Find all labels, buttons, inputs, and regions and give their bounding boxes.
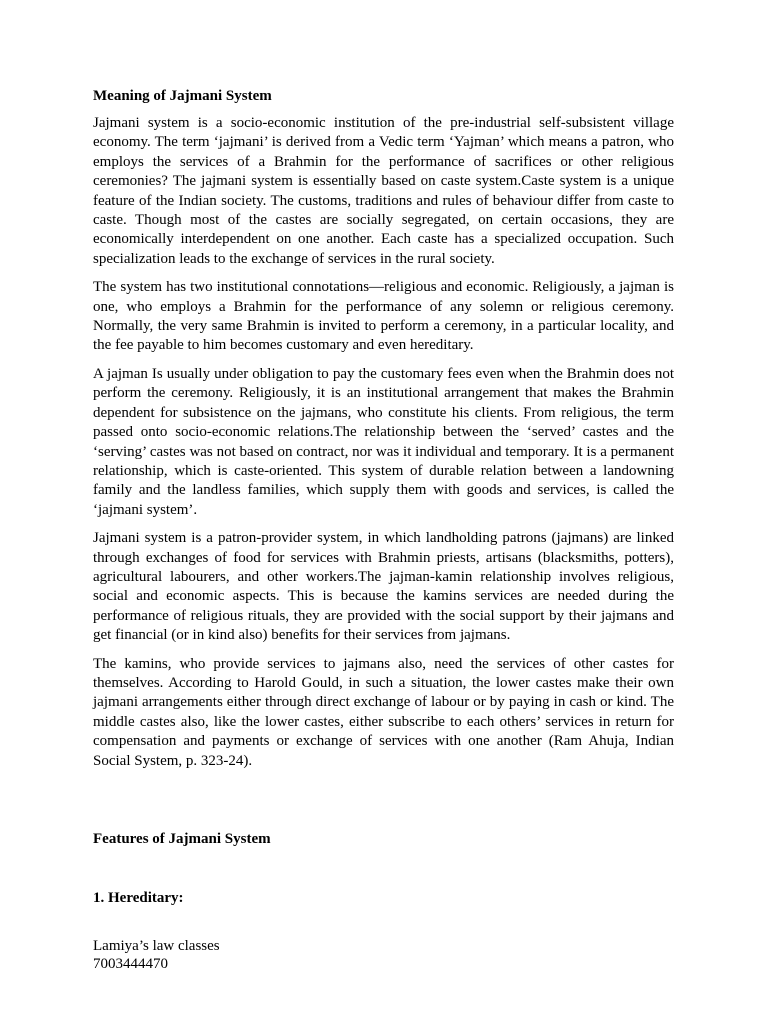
footer-phone: 7003444470 [93, 956, 168, 972]
footer-name: Lamiya’s law classes [93, 938, 220, 954]
body-paragraph: The kamins, who provide services to jajmans also, need the services of other castes for themselves. According to Harold Gould, in such a situation, the lower castes make their own jajmani arrangements either through direct exchange of labour or by paying in cash or kind. The middle castes also, like the lower castes, either subscribe to each others’ services in return for compensation and payments or exchange of services with one another (Ram Ahuja, Indian Social System, p. 323-24). [93, 655, 674, 769]
body-paragraph: Jajmani system is a patron-provider system, in which landholding patrons (jajmans) are linked through exchanges of food for services with Brahmin priests, artisans (blacksmiths, potters), agricultural labourers, and other workers.The jajman-kamin relationship involves religious, social and economic aspects. This is because the kamins services are needed during the performance of religious rituals, they are provided with the social support by their jajmans and get financial (or in kind also) benefits for their services from jajmans. [93, 530, 674, 644]
body-paragraph: Jajmani system is a socio-economic institution of the pre-industrial self-subsistent village economy. The term ‘jajmani’ is derived from a Vedic term ‘Yajman’ which means a patron, who employs the services of a Brahmin for the performance of sacrifices or other religious ceremonies? The jajmani system is essentially based on caste system.Caste system is a unique feature of the Indian society. The customs, traditions and rules of behaviour differ from caste to caste. Though most of the castes are socially segregated, on certain occasions, they are economically interdependent on one another. Each caste has a specialized occupation. Such specialization leads to the exchange of services in the rural society. [93, 115, 674, 267]
body-paragraph: A jajman Is usually under obligation to pay the customary fees even when the Brahmin does not perform the ceremony. Religiously, it is an institutional arrangement that makes the Brahmin dependent for subsistence on the jajmans, who constitute his clients. From religious, the term passed onto socio-economic relations.The relationship between the ‘served’ castes and the ‘serving’ castes was not based on contract, nor was it individual and temporary. It is a permanent relationship, which is caste-oriented. This system of durable relation between a landowning family and the landless families, which supply them with goods and services, is called the ‘jajmani system’. [93, 365, 674, 518]
section-heading-features: Features of Jajmani System [93, 831, 271, 847]
subheading-hereditary: 1. Hereditary: [93, 890, 184, 906]
document-page [93, 87, 674, 973]
footer [93, 937, 674, 973]
section-heading-meaning: Meaning of Jajmani System [93, 88, 272, 104]
body-paragraph: The system has two institutional connotations—religious and economic. Religiously, a jajman is one, who employs a Brahmin for the performance of any solemn or religious ceremony. Normally, the very same Brahmin is invited to perform a ceremony, in a particular locality, and the fee payable to him becomes customary and even hereditary. [93, 279, 674, 354]
